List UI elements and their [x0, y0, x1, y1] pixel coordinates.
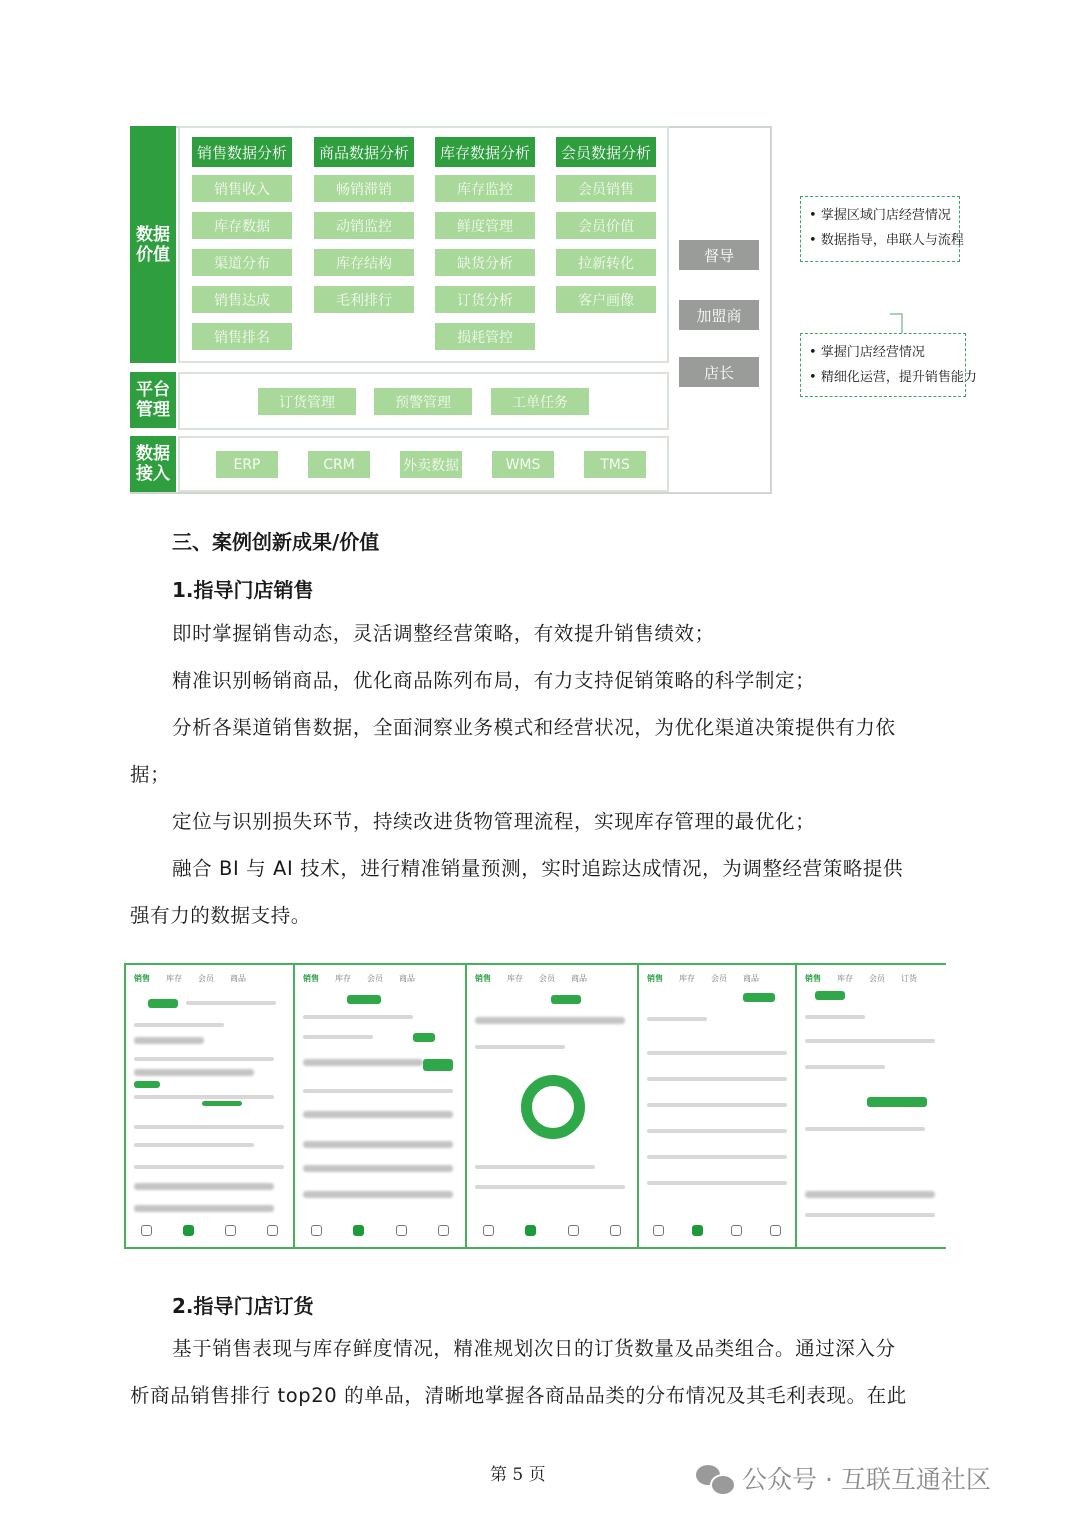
paragraph-line: 基于销售表现与库存鲜度情况，精准规划次日的订货数量及品类组合。通过深入分 — [172, 1337, 896, 1360]
source-item: WMS — [492, 451, 554, 478]
source-item: ERP — [216, 451, 278, 478]
tab-product: 商品 — [571, 974, 587, 983]
paragraph-line: 分析各渠道销售数据，全面洞察业务模式和经营状况，为优化渠道决策提供有力依 — [172, 716, 896, 739]
page-number: 第 5 页 — [490, 1465, 546, 1485]
column-header-member: 会员数据分析 — [556, 137, 656, 167]
cell: 损耗管控 — [435, 323, 535, 350]
paragraph-line: 强有力的数据支持。 — [130, 904, 311, 927]
section-title: 三、案例创新成果/价值 — [172, 530, 380, 554]
tab-sales: 销售 — [805, 974, 821, 983]
note-item: • 掌握区域门店经营情况 — [809, 203, 951, 228]
tab-inventory: 库存 — [335, 974, 351, 983]
cell: 销售排名 — [192, 323, 292, 350]
paragraph-line: 精准识别畅销商品，优化商品陈列布局，有力支持促销策略的科学制定； — [172, 669, 816, 692]
platform-item: 订货管理 — [258, 388, 356, 415]
tab-inventory: 库存 — [679, 974, 695, 983]
tab-member: 会员 — [869, 974, 885, 983]
column-header-product: 商品数据分析 — [314, 137, 414, 167]
cell: 毛利排行 — [314, 286, 414, 313]
tab-member: 会员 — [711, 974, 727, 983]
phone-bottom-nav — [639, 1225, 795, 1243]
note-box-supervisor — [800, 196, 964, 262]
paragraph-line: 定位与识别损失环节，持续改进货物管理流程，实现库存管理的最优化； — [172, 810, 816, 833]
column-header-sales: 销售数据分析 — [192, 137, 292, 167]
paragraph-line: 融合 BI 与 AI 技术，进行精准销量预测，实时追踪达成情况，为调整经营策略提供 — [172, 857, 904, 880]
cell: 库存监控 — [435, 175, 535, 202]
watermark-text: 公众号 · 互联互通社区 — [742, 1465, 991, 1494]
donut-chart — [521, 1075, 585, 1139]
app-screenshots-strip — [124, 963, 946, 1249]
source-item: CRM — [308, 451, 370, 478]
note-item: • 数据指导，串联人与流程 — [809, 228, 951, 253]
platform-item: 预警管理 — [374, 388, 472, 415]
cell: 渠道分布 — [192, 249, 292, 276]
tab-order: 订货 — [901, 974, 917, 983]
tab-member: 会员 — [539, 974, 555, 983]
role-store-manager: 店长 — [679, 357, 759, 387]
column-header-inventory: 库存数据分析 — [435, 137, 535, 167]
cell: 订货分析 — [435, 286, 535, 313]
wechat-icon — [696, 1463, 734, 1493]
wechat-watermark — [696, 1460, 991, 1496]
row-label-data-value: 数据 价值 — [130, 126, 176, 363]
tab-sales: 销售 — [134, 974, 150, 983]
cell: 销售收入 — [192, 175, 292, 202]
role-supervisor: 督导 — [679, 240, 759, 270]
tab-sales: 销售 — [647, 974, 663, 983]
architecture-diagram — [130, 126, 772, 494]
tab-inventory: 库存 — [837, 974, 853, 983]
role-franchisee: 加盟商 — [679, 300, 759, 330]
note-item: • 精细化运营，提升销售能力 — [809, 365, 957, 390]
phone-screen-product — [295, 965, 467, 1247]
phone-screen-ranking — [639, 965, 797, 1247]
cell: 动销监控 — [314, 212, 414, 239]
cell: 缺货分析 — [435, 249, 535, 276]
source-item: TMS — [584, 451, 646, 478]
paragraph-line: 析商品销售排行 top20 的单品，清晰地掌握各商品品类的分布情况及其毛利表现。在此 — [130, 1384, 907, 1407]
phone-screen-channel — [467, 965, 639, 1247]
tab-member: 会员 — [198, 974, 214, 983]
subsection-title: 1.指导门店销售 — [172, 578, 314, 602]
tab-product: 商品 — [399, 974, 415, 983]
tab-product: 商品 — [230, 974, 246, 983]
source-item: 外卖数据 — [400, 451, 462, 478]
row-label-platform: 平台 管理 — [130, 372, 176, 428]
cell: 会员销售 — [556, 175, 656, 202]
note-item: • 掌握门店经营情况 — [809, 340, 957, 365]
tab-sales: 销售 — [303, 974, 319, 983]
cell: 库存结构 — [314, 249, 414, 276]
phone-bottom-nav — [126, 1225, 293, 1243]
note-box-store — [800, 333, 977, 397]
cell: 拉新转化 — [556, 249, 656, 276]
paragraph-line: 即时掌握销售动态，灵活调整经营策略，有效提升销售绩效； — [172, 622, 715, 645]
phone-bottom-nav — [295, 1225, 465, 1243]
paragraph-line: 据； — [130, 763, 171, 786]
phone-screen-sales — [126, 965, 295, 1247]
platform-item: 工单任务 — [491, 388, 589, 415]
tab-sales: 销售 — [475, 974, 491, 983]
row-label-data-access: 数据 接入 — [130, 436, 176, 492]
cell: 销售达成 — [192, 286, 292, 313]
cell: 会员价值 — [556, 212, 656, 239]
subsection-title: 2.指导门店订货 — [172, 1294, 314, 1318]
cell: 库存数据 — [192, 212, 292, 239]
tab-inventory: 库存 — [507, 974, 523, 983]
phone-bottom-nav — [467, 1225, 637, 1243]
cell: 鲜度管理 — [435, 212, 535, 239]
tab-inventory: 库存 — [166, 974, 182, 983]
tab-product: 商品 — [743, 974, 759, 983]
phone-screen-forecast — [797, 965, 946, 1247]
cell: 客户画像 — [556, 286, 656, 313]
tab-member: 会员 — [367, 974, 383, 983]
cell: 畅销滞销 — [314, 175, 414, 202]
